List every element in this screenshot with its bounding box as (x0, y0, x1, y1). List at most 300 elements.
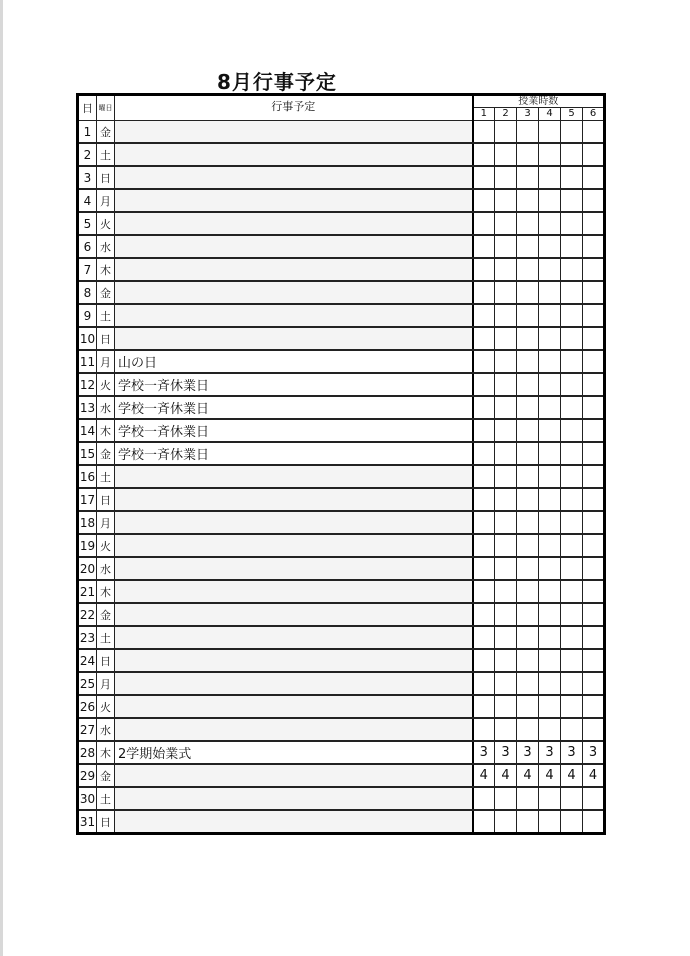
event-cell (115, 603, 473, 626)
header-period: 6 (583, 108, 605, 121)
period-cell (473, 626, 495, 649)
period-cell (473, 603, 495, 626)
period-cell (517, 787, 539, 810)
period-cell (539, 465, 561, 488)
period-cell (539, 281, 561, 304)
period-cell (473, 396, 495, 419)
period-cell: 4 (517, 764, 539, 787)
event-cell: 学校一斉休業日 (115, 442, 473, 465)
day-cell: 3 (78, 166, 97, 189)
table-row (78, 212, 605, 235)
period-cell (583, 121, 605, 144)
table-row (78, 465, 605, 488)
page-title: 8月行事予定 (217, 70, 337, 94)
table-row (78, 350, 605, 373)
period-cell (517, 143, 539, 166)
day-cell: 2 (78, 143, 97, 166)
event-cell (115, 695, 473, 718)
weekday-cell: 土 (97, 304, 115, 327)
weekday-cell: 火 (97, 695, 115, 718)
event-cell (115, 557, 473, 580)
period-cell (473, 488, 495, 511)
period-cell (539, 396, 561, 419)
period-cell (539, 189, 561, 212)
table-row (78, 787, 605, 810)
day-cell: 10 (78, 327, 97, 350)
period-cell (583, 442, 605, 465)
period-cell (539, 626, 561, 649)
event-cell (115, 304, 473, 327)
period-cell (517, 396, 539, 419)
period-cell (539, 580, 561, 603)
header-period: 1 (473, 108, 495, 121)
period-cell (561, 281, 583, 304)
period-cell (473, 304, 495, 327)
period-cell (561, 235, 583, 258)
period-cell (539, 649, 561, 672)
period-cell (495, 235, 517, 258)
period-cell (561, 511, 583, 534)
weekday-cell: 火 (97, 534, 115, 557)
period-cell (473, 166, 495, 189)
weekday-cell: 木 (97, 741, 115, 764)
event-cell (115, 626, 473, 649)
period-cell (495, 580, 517, 603)
schedule-table (76, 93, 606, 835)
period-cell (561, 718, 583, 741)
weekday-cell: 日 (97, 166, 115, 189)
event-cell (115, 212, 473, 235)
period-cell (561, 787, 583, 810)
table-row (78, 557, 605, 580)
period-cell (561, 649, 583, 672)
period-cell (561, 166, 583, 189)
day-cell: 27 (78, 718, 97, 741)
period-cell (539, 258, 561, 281)
day-cell: 11 (78, 350, 97, 373)
period-cell (495, 672, 517, 695)
day-cell: 21 (78, 580, 97, 603)
header-period: 2 (495, 108, 517, 121)
period-cell (583, 718, 605, 741)
event-cell (115, 143, 473, 166)
period-cell (561, 603, 583, 626)
period-cell (539, 143, 561, 166)
weekday-cell: 金 (97, 281, 115, 304)
weekday-cell: 月 (97, 189, 115, 212)
period-cell (539, 488, 561, 511)
table-row (78, 373, 605, 396)
period-cell (495, 212, 517, 235)
day-cell: 16 (78, 465, 97, 488)
period-cell (539, 672, 561, 695)
period-cell (473, 511, 495, 534)
day-cell: 12 (78, 373, 97, 396)
day-cell: 29 (78, 764, 97, 787)
period-cell (473, 189, 495, 212)
period-cell (583, 810, 605, 834)
day-cell: 5 (78, 212, 97, 235)
header-day: 日 (78, 95, 97, 121)
day-cell: 31 (78, 810, 97, 834)
table-row (78, 534, 605, 557)
period-cell (583, 327, 605, 350)
table-row (78, 718, 605, 741)
weekday-cell: 水 (97, 396, 115, 419)
period-cell (517, 580, 539, 603)
period-cell (583, 603, 605, 626)
weekday-cell: 金 (97, 121, 115, 144)
period-cell (517, 810, 539, 834)
period-cell (539, 511, 561, 534)
event-cell (115, 189, 473, 212)
event-cell (115, 281, 473, 304)
period-cell (583, 419, 605, 442)
table-row (78, 166, 605, 189)
weekday-cell: 月 (97, 511, 115, 534)
table-row (78, 580, 605, 603)
period-cell (561, 672, 583, 695)
period-cell (561, 373, 583, 396)
period-cell (495, 143, 517, 166)
period-cell (561, 810, 583, 834)
period-cell (583, 258, 605, 281)
period-cell (473, 419, 495, 442)
day-cell: 1 (78, 121, 97, 144)
weekday-cell: 火 (97, 212, 115, 235)
day-cell: 15 (78, 442, 97, 465)
period-cell (495, 626, 517, 649)
table-row (78, 419, 605, 442)
table-row (78, 396, 605, 419)
event-cell: 2学期始業式 (115, 741, 473, 764)
period-cell (517, 672, 539, 695)
period-cell (495, 649, 517, 672)
period-cell (561, 327, 583, 350)
period-cell (495, 281, 517, 304)
period-cell (517, 189, 539, 212)
header-period: 3 (517, 108, 539, 121)
weekday-cell: 土 (97, 626, 115, 649)
period-cell (517, 511, 539, 534)
weekday-cell: 水 (97, 718, 115, 741)
weekday-cell: 木 (97, 580, 115, 603)
period-cell (473, 121, 495, 144)
period-cell (583, 488, 605, 511)
period-cell (473, 442, 495, 465)
event-cell (115, 580, 473, 603)
period-cell (473, 718, 495, 741)
period-cell (495, 396, 517, 419)
day-cell: 8 (78, 281, 97, 304)
period-cell (583, 534, 605, 557)
period-cell: 4 (583, 764, 605, 787)
period-cell (495, 442, 517, 465)
weekday-cell: 火 (97, 373, 115, 396)
period-cell (561, 419, 583, 442)
period-cell (495, 557, 517, 580)
period-cell: 3 (495, 741, 517, 764)
period-cell (473, 695, 495, 718)
period-cell (561, 465, 583, 488)
day-cell: 20 (78, 557, 97, 580)
period-cell (539, 166, 561, 189)
table-row (78, 603, 605, 626)
weekday-cell: 金 (97, 603, 115, 626)
table-row (78, 741, 605, 764)
period-cell (473, 281, 495, 304)
table-row (78, 511, 605, 534)
weekday-cell: 土 (97, 143, 115, 166)
period-cell (473, 235, 495, 258)
period-cell (517, 212, 539, 235)
event-cell (115, 465, 473, 488)
event-cell (115, 511, 473, 534)
table-row (78, 626, 605, 649)
period-cell (561, 626, 583, 649)
period-cell (539, 304, 561, 327)
period-cell: 3 (561, 741, 583, 764)
period-cell (539, 718, 561, 741)
event-cell: 学校一斉休業日 (115, 419, 473, 442)
weekday-cell: 木 (97, 258, 115, 281)
period-cell: 4 (495, 764, 517, 787)
period-cell (473, 350, 495, 373)
period-cell (583, 649, 605, 672)
table-row (78, 121, 605, 144)
weekday-cell: 土 (97, 465, 115, 488)
period-cell (539, 350, 561, 373)
event-cell (115, 488, 473, 511)
table-row (78, 695, 605, 718)
period-cell (583, 580, 605, 603)
weekday-cell: 金 (97, 442, 115, 465)
weekday-cell: 金 (97, 764, 115, 787)
period-cell (517, 649, 539, 672)
period-cell (561, 488, 583, 511)
table-row (78, 189, 605, 212)
header-class-hours: 授業時数 (473, 95, 605, 108)
period-cell (473, 649, 495, 672)
period-cell (495, 603, 517, 626)
period-cell (561, 396, 583, 419)
period-cell (517, 373, 539, 396)
period-cell (539, 235, 561, 258)
day-cell: 30 (78, 787, 97, 810)
event-cell (115, 810, 473, 834)
period-cell: 3 (473, 741, 495, 764)
day-cell: 6 (78, 235, 97, 258)
day-cell: 23 (78, 626, 97, 649)
period-cell (583, 695, 605, 718)
period-cell (583, 304, 605, 327)
weekday-cell: 日 (97, 488, 115, 511)
period-cell (473, 810, 495, 834)
event-cell (115, 121, 473, 144)
period-cell (473, 373, 495, 396)
period-cell (517, 626, 539, 649)
period-cell (473, 580, 495, 603)
period-cell: 3 (583, 741, 605, 764)
period-cell (517, 327, 539, 350)
event-cell: 学校一斉休業日 (115, 396, 473, 419)
event-cell (115, 787, 473, 810)
table-row (78, 327, 605, 350)
period-cell (561, 143, 583, 166)
period-cell (583, 396, 605, 419)
event-cell (115, 258, 473, 281)
period-cell (517, 235, 539, 258)
event-cell (115, 235, 473, 258)
period-cell (539, 373, 561, 396)
period-cell (495, 810, 517, 834)
period-cell (539, 121, 561, 144)
weekday-cell: 日 (97, 327, 115, 350)
day-cell: 25 (78, 672, 97, 695)
period-cell (561, 580, 583, 603)
period-cell (583, 465, 605, 488)
period-cell (473, 143, 495, 166)
weekday-cell: 水 (97, 557, 115, 580)
period-cell (473, 465, 495, 488)
period-cell: 3 (517, 741, 539, 764)
period-cell: 4 (539, 764, 561, 787)
period-cell (517, 419, 539, 442)
day-cell: 17 (78, 488, 97, 511)
day-cell: 19 (78, 534, 97, 557)
period-cell (539, 327, 561, 350)
period-cell (495, 488, 517, 511)
table-row (78, 235, 605, 258)
day-cell: 26 (78, 695, 97, 718)
table-row (78, 442, 605, 465)
period-cell (495, 695, 517, 718)
period-cell (517, 121, 539, 144)
weekday-cell: 日 (97, 810, 115, 834)
period-cell (539, 419, 561, 442)
period-cell: 4 (473, 764, 495, 787)
period-cell (539, 442, 561, 465)
period-cell (495, 327, 517, 350)
period-cell (561, 557, 583, 580)
period-cell (495, 465, 517, 488)
period-cell (517, 603, 539, 626)
period-cell (495, 304, 517, 327)
table-row (78, 304, 605, 327)
event-cell (115, 534, 473, 557)
period-cell (561, 304, 583, 327)
table-row (78, 764, 605, 787)
period-cell (517, 465, 539, 488)
table-row (78, 143, 605, 166)
period-cell (561, 695, 583, 718)
period-cell (583, 166, 605, 189)
header-period: 5 (561, 108, 583, 121)
period-cell (583, 212, 605, 235)
event-cell: 山の日 (115, 350, 473, 373)
period-cell: 3 (539, 741, 561, 764)
period-cell (517, 442, 539, 465)
period-cell (539, 557, 561, 580)
period-cell (561, 534, 583, 557)
period-cell (539, 695, 561, 718)
period-cell (561, 350, 583, 373)
event-cell (115, 764, 473, 787)
period-cell (583, 143, 605, 166)
period-cell (473, 258, 495, 281)
period-cell (517, 258, 539, 281)
period-cell (561, 442, 583, 465)
table-row (78, 810, 605, 834)
period-cell (473, 212, 495, 235)
day-cell: 13 (78, 396, 97, 419)
period-cell (495, 189, 517, 212)
period-cell (495, 258, 517, 281)
period-cell (561, 121, 583, 144)
period-cell (495, 718, 517, 741)
period-cell (473, 557, 495, 580)
header-events: 行事予定 (115, 95, 473, 121)
period-cell (583, 281, 605, 304)
period-cell (495, 511, 517, 534)
period-cell: 4 (561, 764, 583, 787)
period-cell (517, 534, 539, 557)
day-cell: 4 (78, 189, 97, 212)
period-cell (539, 212, 561, 235)
period-cell (583, 511, 605, 534)
period-cell (561, 189, 583, 212)
period-cell (583, 557, 605, 580)
table-row (78, 258, 605, 281)
period-cell (517, 304, 539, 327)
period-cell (539, 810, 561, 834)
event-cell (115, 718, 473, 741)
period-cell (495, 373, 517, 396)
period-cell (517, 718, 539, 741)
period-cell (517, 350, 539, 373)
weekday-cell: 土 (97, 787, 115, 810)
period-cell (583, 373, 605, 396)
weekday-cell: 水 (97, 235, 115, 258)
page-edge (0, 0, 3, 956)
table-row (78, 488, 605, 511)
header-period: 4 (539, 108, 561, 121)
day-cell: 9 (78, 304, 97, 327)
day-cell: 18 (78, 511, 97, 534)
period-cell (517, 557, 539, 580)
period-cell (561, 258, 583, 281)
period-cell (539, 787, 561, 810)
day-cell: 22 (78, 603, 97, 626)
period-cell (473, 672, 495, 695)
event-cell (115, 166, 473, 189)
period-cell (517, 166, 539, 189)
header-weekday: 曜日 (97, 95, 115, 121)
period-cell (583, 350, 605, 373)
period-cell (495, 121, 517, 144)
table-row (78, 281, 605, 304)
day-cell: 28 (78, 741, 97, 764)
period-cell (495, 534, 517, 557)
period-cell (583, 235, 605, 258)
weekday-cell: 日 (97, 649, 115, 672)
period-cell (495, 350, 517, 373)
table-row (78, 649, 605, 672)
period-cell (583, 189, 605, 212)
period-cell (539, 534, 561, 557)
weekday-cell: 月 (97, 350, 115, 373)
period-cell (561, 212, 583, 235)
